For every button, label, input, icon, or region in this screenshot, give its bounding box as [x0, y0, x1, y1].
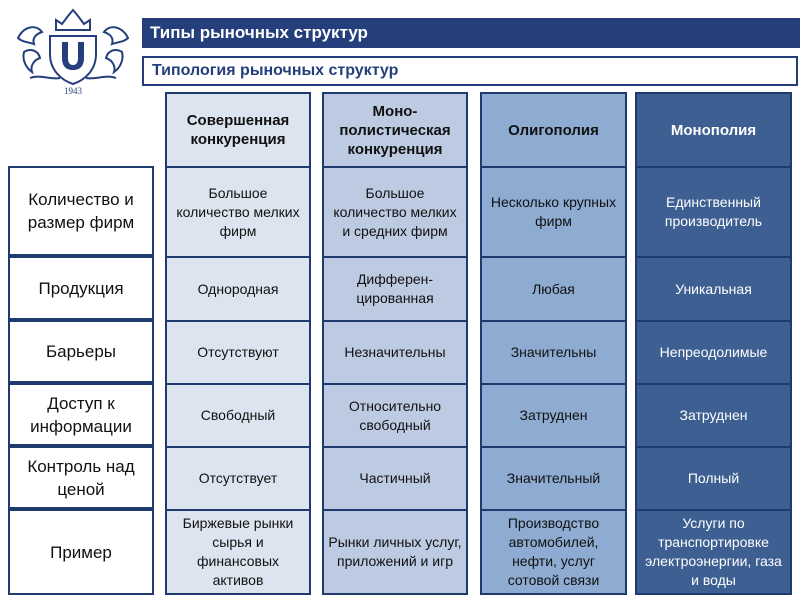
table-cell: Относительно свободный — [348, 397, 442, 433]
table-cell: Значительный — [506, 470, 601, 486]
table-cell: Полный — [687, 470, 740, 486]
row-label-product: Продукция — [8, 256, 154, 320]
table-cell: Значительны — [510, 344, 597, 360]
table-cell: Уникальная — [675, 280, 752, 297]
row-label-firms: Количество и размер фирм — [8, 166, 154, 256]
table-cell: Отсутствует — [198, 470, 278, 486]
table-cell: Однородная — [197, 280, 279, 297]
logo-year: 1943 — [64, 86, 82, 96]
table-cell: Затруднен — [679, 407, 748, 423]
column-heading: Олигополия — [508, 121, 599, 139]
table-cell: Любая — [532, 280, 575, 297]
table-cell: Единственный производитель — [664, 194, 763, 229]
table-cell: Непреодолимые — [659, 344, 768, 360]
table-cell: Отсутствуют — [197, 344, 279, 360]
row-label-information: Доступ к информации — [8, 383, 154, 446]
row-label-example: Пример — [8, 509, 154, 595]
table-cell: Дифферен-цированная — [356, 271, 434, 306]
column-oligopoly — [480, 92, 627, 595]
table-cell: Услуги по транспортировке электроэнергии, газа и воды — [645, 515, 782, 588]
table-cell: Частичный — [359, 470, 431, 486]
column-monopoly — [635, 92, 792, 595]
row-label-price-control: Контроль над ценой — [8, 446, 154, 509]
row-label-barriers: Барьеры — [8, 320, 154, 383]
table-cell: Несколько крупных фирм — [490, 194, 617, 229]
column-monopolistic-competition — [322, 92, 468, 595]
table-cell: Незначительны — [344, 344, 446, 360]
table-cell: Большое количество мелких и средних фирм — [333, 184, 457, 239]
table-cell: Большое количество мелких фирм — [176, 184, 300, 239]
page-title: Типы рыночных структур — [142, 18, 800, 48]
column-heading: Моно-полистическая конкуренция — [339, 102, 451, 158]
column-heading: Совершенная конкуренция — [186, 112, 290, 148]
column-heading: Монополия — [670, 121, 757, 139]
table-cell: Свободный — [200, 407, 276, 423]
table-cell: Затруднен — [519, 407, 588, 423]
university-logo — [10, 8, 136, 96]
column-perfect-competition — [165, 92, 311, 595]
table-cell: Рынки личных услуг, приложений и игр — [328, 534, 462, 569]
table-cell: Производство автомобилей, нефти, услуг сотовой связи — [507, 515, 600, 588]
page-subtitle: Типология рыночных структур — [142, 56, 798, 86]
table-cell: Биржевые рынки сырья и финансовых активов — [182, 515, 294, 588]
